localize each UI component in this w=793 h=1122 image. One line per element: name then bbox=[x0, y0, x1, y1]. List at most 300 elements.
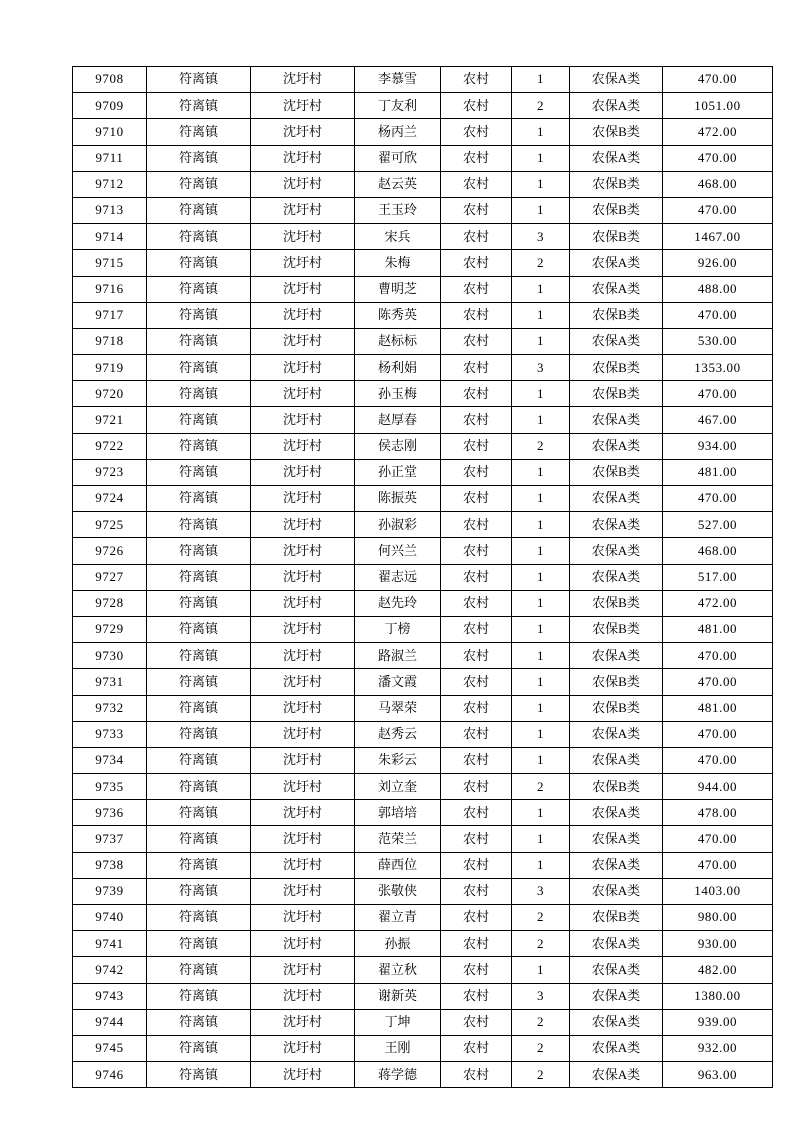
cell-category: 农保A类 bbox=[570, 721, 663, 747]
cell-category: 农保B类 bbox=[570, 459, 663, 485]
cell-category: 农保B类 bbox=[570, 590, 663, 616]
table-row bbox=[73, 512, 773, 538]
cell-amount: 470.00 bbox=[663, 747, 773, 773]
cell-id: 9721 bbox=[73, 407, 147, 433]
cell-town: 符离镇 bbox=[147, 905, 251, 931]
cell-name: 陈振英 bbox=[355, 486, 441, 512]
cell-town: 符离镇 bbox=[147, 800, 251, 826]
cell-amount: 488.00 bbox=[663, 276, 773, 302]
cell-amount: 470.00 bbox=[663, 302, 773, 328]
cell-id: 9719 bbox=[73, 355, 147, 381]
cell-village: 沈圩村 bbox=[251, 616, 355, 642]
table-row bbox=[73, 643, 773, 669]
cell-village: 沈圩村 bbox=[251, 459, 355, 485]
cell-village: 沈圩村 bbox=[251, 643, 355, 669]
cell-town: 符离镇 bbox=[147, 171, 251, 197]
cell-type: 农村 bbox=[441, 721, 512, 747]
cell-name: 翟立青 bbox=[355, 905, 441, 931]
table-row bbox=[73, 93, 773, 119]
cell-type: 农村 bbox=[441, 616, 512, 642]
cell-type: 农村 bbox=[441, 512, 512, 538]
cell-name: 李慕雪 bbox=[355, 67, 441, 93]
cell-village: 沈圩村 bbox=[251, 302, 355, 328]
cell-count: 3 bbox=[512, 983, 570, 1009]
cell-count: 1 bbox=[512, 67, 570, 93]
cell-amount: 932.00 bbox=[663, 1035, 773, 1061]
cell-type: 农村 bbox=[441, 878, 512, 904]
cell-village: 沈圩村 bbox=[251, 145, 355, 171]
cell-category: 农保A类 bbox=[570, 852, 663, 878]
cell-town: 符离镇 bbox=[147, 931, 251, 957]
cell-id: 9712 bbox=[73, 171, 147, 197]
table-row bbox=[73, 826, 773, 852]
cell-town: 符离镇 bbox=[147, 983, 251, 1009]
table-row bbox=[73, 67, 773, 93]
table-row bbox=[73, 302, 773, 328]
cell-amount: 470.00 bbox=[663, 643, 773, 669]
cell-town: 符离镇 bbox=[147, 459, 251, 485]
cell-count: 1 bbox=[512, 512, 570, 538]
cell-type: 农村 bbox=[441, 669, 512, 695]
table-row bbox=[73, 1035, 773, 1061]
cell-name: 丁友利 bbox=[355, 93, 441, 119]
cell-count: 1 bbox=[512, 695, 570, 721]
cell-count: 1 bbox=[512, 381, 570, 407]
cell-town: 符离镇 bbox=[147, 224, 251, 250]
cell-amount: 478.00 bbox=[663, 800, 773, 826]
cell-category: 农保A类 bbox=[570, 538, 663, 564]
cell-type: 农村 bbox=[441, 931, 512, 957]
cell-category: 农保A类 bbox=[570, 433, 663, 459]
cell-village: 沈圩村 bbox=[251, 328, 355, 354]
cell-town: 符离镇 bbox=[147, 590, 251, 616]
table-row bbox=[73, 878, 773, 904]
cell-id: 9741 bbox=[73, 931, 147, 957]
cell-count: 1 bbox=[512, 119, 570, 145]
cell-type: 农村 bbox=[441, 355, 512, 381]
table-row bbox=[73, 328, 773, 354]
table-row bbox=[73, 669, 773, 695]
cell-type: 农村 bbox=[441, 1035, 512, 1061]
roster-table bbox=[72, 66, 773, 1088]
table-row bbox=[73, 538, 773, 564]
cell-town: 符离镇 bbox=[147, 328, 251, 354]
table-row bbox=[73, 931, 773, 957]
cell-village: 沈圩村 bbox=[251, 197, 355, 223]
cell-village: 沈圩村 bbox=[251, 276, 355, 302]
cell-id: 9739 bbox=[73, 878, 147, 904]
cell-id: 9746 bbox=[73, 1062, 147, 1088]
cell-id: 9725 bbox=[73, 512, 147, 538]
cell-town: 符离镇 bbox=[147, 538, 251, 564]
cell-amount: 472.00 bbox=[663, 590, 773, 616]
cell-town: 符离镇 bbox=[147, 721, 251, 747]
cell-type: 农村 bbox=[441, 695, 512, 721]
cell-village: 沈圩村 bbox=[251, 695, 355, 721]
cell-category: 农保A类 bbox=[570, 250, 663, 276]
cell-amount: 1353.00 bbox=[663, 355, 773, 381]
cell-id: 9736 bbox=[73, 800, 147, 826]
cell-village: 沈圩村 bbox=[251, 67, 355, 93]
cell-id: 9743 bbox=[73, 983, 147, 1009]
cell-id: 9716 bbox=[73, 276, 147, 302]
cell-category: 农保A类 bbox=[570, 643, 663, 669]
cell-count: 2 bbox=[512, 1009, 570, 1035]
cell-amount: 470.00 bbox=[663, 381, 773, 407]
cell-amount: 470.00 bbox=[663, 145, 773, 171]
cell-name: 蒋学德 bbox=[355, 1062, 441, 1088]
cell-id: 9738 bbox=[73, 852, 147, 878]
cell-count: 2 bbox=[512, 1035, 570, 1061]
cell-name: 孙正堂 bbox=[355, 459, 441, 485]
cell-id: 9718 bbox=[73, 328, 147, 354]
cell-town: 符离镇 bbox=[147, 486, 251, 512]
cell-id: 9740 bbox=[73, 905, 147, 931]
cell-town: 符离镇 bbox=[147, 957, 251, 983]
cell-count: 3 bbox=[512, 878, 570, 904]
cell-count: 1 bbox=[512, 302, 570, 328]
cell-category: 农保A类 bbox=[570, 93, 663, 119]
table-row bbox=[73, 800, 773, 826]
cell-town: 符离镇 bbox=[147, 197, 251, 223]
cell-id: 9714 bbox=[73, 224, 147, 250]
cell-id: 9710 bbox=[73, 119, 147, 145]
cell-category: 农保A类 bbox=[570, 747, 663, 773]
cell-id: 9728 bbox=[73, 590, 147, 616]
cell-amount: 1380.00 bbox=[663, 983, 773, 1009]
cell-village: 沈圩村 bbox=[251, 407, 355, 433]
table-row bbox=[73, 905, 773, 931]
cell-type: 农村 bbox=[441, 774, 512, 800]
cell-name: 郭培培 bbox=[355, 800, 441, 826]
cell-village: 沈圩村 bbox=[251, 983, 355, 1009]
cell-id: 9737 bbox=[73, 826, 147, 852]
cell-amount: 1403.00 bbox=[663, 878, 773, 904]
cell-amount: 944.00 bbox=[663, 774, 773, 800]
cell-amount: 470.00 bbox=[663, 826, 773, 852]
cell-village: 沈圩村 bbox=[251, 826, 355, 852]
cell-type: 农村 bbox=[441, 93, 512, 119]
cell-amount: 482.00 bbox=[663, 957, 773, 983]
cell-type: 农村 bbox=[441, 67, 512, 93]
cell-name: 朱彩云 bbox=[355, 747, 441, 773]
cell-type: 农村 bbox=[441, 643, 512, 669]
cell-name: 赵厚春 bbox=[355, 407, 441, 433]
cell-name: 翟立秋 bbox=[355, 957, 441, 983]
cell-name: 孙淑彩 bbox=[355, 512, 441, 538]
cell-type: 农村 bbox=[441, 250, 512, 276]
cell-category: 农保A类 bbox=[570, 1062, 663, 1088]
cell-amount: 980.00 bbox=[663, 905, 773, 931]
cell-name: 丁榜 bbox=[355, 616, 441, 642]
cell-village: 沈圩村 bbox=[251, 721, 355, 747]
cell-amount: 527.00 bbox=[663, 512, 773, 538]
table-row bbox=[73, 1062, 773, 1088]
cell-village: 沈圩村 bbox=[251, 433, 355, 459]
cell-town: 符离镇 bbox=[147, 381, 251, 407]
cell-name: 杨丙兰 bbox=[355, 119, 441, 145]
cell-id: 9717 bbox=[73, 302, 147, 328]
table-row bbox=[73, 171, 773, 197]
cell-count: 1 bbox=[512, 800, 570, 826]
cell-category: 农保A类 bbox=[570, 1009, 663, 1035]
cell-amount: 1051.00 bbox=[663, 93, 773, 119]
table-row bbox=[73, 983, 773, 1009]
cell-category: 农保B类 bbox=[570, 381, 663, 407]
table-row bbox=[73, 564, 773, 590]
cell-town: 符离镇 bbox=[147, 1035, 251, 1061]
cell-count: 1 bbox=[512, 564, 570, 590]
cell-type: 农村 bbox=[441, 538, 512, 564]
cell-village: 沈圩村 bbox=[251, 852, 355, 878]
table-row bbox=[73, 695, 773, 721]
cell-town: 符离镇 bbox=[147, 93, 251, 119]
cell-id: 9727 bbox=[73, 564, 147, 590]
cell-name: 潘文霞 bbox=[355, 669, 441, 695]
table-row bbox=[73, 957, 773, 983]
cell-amount: 481.00 bbox=[663, 695, 773, 721]
table-row bbox=[73, 381, 773, 407]
cell-category: 农保A类 bbox=[570, 1035, 663, 1061]
cell-count: 1 bbox=[512, 669, 570, 695]
cell-category: 农保A类 bbox=[570, 800, 663, 826]
cell-town: 符离镇 bbox=[147, 355, 251, 381]
table-row bbox=[73, 1009, 773, 1035]
table-row bbox=[73, 197, 773, 223]
cell-town: 符离镇 bbox=[147, 302, 251, 328]
cell-count: 1 bbox=[512, 276, 570, 302]
cell-amount: 1467.00 bbox=[663, 224, 773, 250]
cell-id: 9724 bbox=[73, 486, 147, 512]
cell-count: 2 bbox=[512, 931, 570, 957]
cell-town: 符离镇 bbox=[147, 276, 251, 302]
cell-amount: 470.00 bbox=[663, 197, 773, 223]
cell-count: 1 bbox=[512, 538, 570, 564]
cell-name: 孙玉梅 bbox=[355, 381, 441, 407]
cell-type: 农村 bbox=[441, 1009, 512, 1035]
cell-village: 沈圩村 bbox=[251, 747, 355, 773]
cell-amount: 517.00 bbox=[663, 564, 773, 590]
cell-count: 1 bbox=[512, 747, 570, 773]
table-row bbox=[73, 433, 773, 459]
cell-town: 符离镇 bbox=[147, 643, 251, 669]
cell-category: 农保B类 bbox=[570, 197, 663, 223]
cell-category: 农保B类 bbox=[570, 669, 663, 695]
cell-village: 沈圩村 bbox=[251, 171, 355, 197]
cell-category: 农保B类 bbox=[570, 774, 663, 800]
cell-category: 农保A类 bbox=[570, 512, 663, 538]
cell-count: 2 bbox=[512, 93, 570, 119]
cell-category: 农保A类 bbox=[570, 564, 663, 590]
cell-type: 农村 bbox=[441, 747, 512, 773]
cell-amount: 470.00 bbox=[663, 67, 773, 93]
cell-id: 9720 bbox=[73, 381, 147, 407]
cell-town: 符离镇 bbox=[147, 747, 251, 773]
cell-count: 1 bbox=[512, 643, 570, 669]
cell-town: 符离镇 bbox=[147, 433, 251, 459]
cell-town: 符离镇 bbox=[147, 564, 251, 590]
cell-id: 9735 bbox=[73, 774, 147, 800]
cell-count: 1 bbox=[512, 826, 570, 852]
cell-town: 符离镇 bbox=[147, 512, 251, 538]
cell-type: 农村 bbox=[441, 145, 512, 171]
table-row bbox=[73, 616, 773, 642]
cell-type: 农村 bbox=[441, 826, 512, 852]
table-row bbox=[73, 224, 773, 250]
cell-amount: 472.00 bbox=[663, 119, 773, 145]
cell-count: 2 bbox=[512, 433, 570, 459]
cell-name: 赵秀云 bbox=[355, 721, 441, 747]
cell-amount: 468.00 bbox=[663, 538, 773, 564]
cell-id: 9734 bbox=[73, 747, 147, 773]
cell-village: 沈圩村 bbox=[251, 486, 355, 512]
cell-village: 沈圩村 bbox=[251, 119, 355, 145]
cell-id: 9722 bbox=[73, 433, 147, 459]
table-row bbox=[73, 852, 773, 878]
roster-table-body bbox=[73, 67, 773, 1088]
cell-id: 9723 bbox=[73, 459, 147, 485]
cell-type: 农村 bbox=[441, 302, 512, 328]
cell-town: 符离镇 bbox=[147, 119, 251, 145]
cell-count: 2 bbox=[512, 905, 570, 931]
cell-village: 沈圩村 bbox=[251, 1035, 355, 1061]
cell-category: 农保B类 bbox=[570, 695, 663, 721]
cell-town: 符离镇 bbox=[147, 407, 251, 433]
cell-count: 1 bbox=[512, 852, 570, 878]
cell-id: 9729 bbox=[73, 616, 147, 642]
cell-village: 沈圩村 bbox=[251, 224, 355, 250]
cell-amount: 930.00 bbox=[663, 931, 773, 957]
table-row bbox=[73, 486, 773, 512]
cell-type: 农村 bbox=[441, 381, 512, 407]
cell-town: 符离镇 bbox=[147, 826, 251, 852]
cell-name: 翟可欣 bbox=[355, 145, 441, 171]
cell-type: 农村 bbox=[441, 407, 512, 433]
cell-category: 农保B类 bbox=[570, 171, 663, 197]
cell-id: 9731 bbox=[73, 669, 147, 695]
cell-name: 赵标标 bbox=[355, 328, 441, 354]
cell-category: 农保A类 bbox=[570, 67, 663, 93]
cell-village: 沈圩村 bbox=[251, 774, 355, 800]
cell-count: 1 bbox=[512, 328, 570, 354]
cell-town: 符离镇 bbox=[147, 669, 251, 695]
table-row bbox=[73, 459, 773, 485]
cell-count: 3 bbox=[512, 355, 570, 381]
cell-name: 赵先玲 bbox=[355, 590, 441, 616]
cell-amount: 468.00 bbox=[663, 171, 773, 197]
cell-name: 宋兵 bbox=[355, 224, 441, 250]
cell-type: 农村 bbox=[441, 328, 512, 354]
cell-id: 9709 bbox=[73, 93, 147, 119]
cell-id: 9711 bbox=[73, 145, 147, 171]
cell-type: 农村 bbox=[441, 459, 512, 485]
cell-category: 农保B类 bbox=[570, 355, 663, 381]
cell-village: 沈圩村 bbox=[251, 590, 355, 616]
cell-amount: 530.00 bbox=[663, 328, 773, 354]
cell-amount: 467.00 bbox=[663, 407, 773, 433]
cell-village: 沈圩村 bbox=[251, 538, 355, 564]
cell-name: 张敬侠 bbox=[355, 878, 441, 904]
cell-count: 1 bbox=[512, 459, 570, 485]
cell-count: 1 bbox=[512, 407, 570, 433]
cell-id: 9708 bbox=[73, 67, 147, 93]
table-row bbox=[73, 355, 773, 381]
cell-village: 沈圩村 bbox=[251, 381, 355, 407]
cell-id: 9733 bbox=[73, 721, 147, 747]
cell-id: 9726 bbox=[73, 538, 147, 564]
cell-name: 刘立奎 bbox=[355, 774, 441, 800]
cell-name: 马翠荣 bbox=[355, 695, 441, 721]
cell-count: 1 bbox=[512, 590, 570, 616]
cell-village: 沈圩村 bbox=[251, 1009, 355, 1035]
cell-type: 农村 bbox=[441, 119, 512, 145]
cell-name: 范荣兰 bbox=[355, 826, 441, 852]
cell-village: 沈圩村 bbox=[251, 905, 355, 931]
cell-town: 符离镇 bbox=[147, 852, 251, 878]
cell-name: 丁坤 bbox=[355, 1009, 441, 1035]
cell-id: 9715 bbox=[73, 250, 147, 276]
cell-id: 9732 bbox=[73, 695, 147, 721]
cell-village: 沈圩村 bbox=[251, 957, 355, 983]
table-row bbox=[73, 407, 773, 433]
cell-category: 农保A类 bbox=[570, 826, 663, 852]
cell-village: 沈圩村 bbox=[251, 93, 355, 119]
cell-town: 符离镇 bbox=[147, 695, 251, 721]
cell-count: 1 bbox=[512, 171, 570, 197]
cell-name: 翟志远 bbox=[355, 564, 441, 590]
cell-type: 农村 bbox=[441, 564, 512, 590]
cell-category: 农保B类 bbox=[570, 119, 663, 145]
cell-town: 符离镇 bbox=[147, 67, 251, 93]
cell-name: 赵云英 bbox=[355, 171, 441, 197]
cell-amount: 934.00 bbox=[663, 433, 773, 459]
cell-village: 沈圩村 bbox=[251, 1062, 355, 1088]
cell-type: 农村 bbox=[441, 197, 512, 223]
cell-village: 沈圩村 bbox=[251, 800, 355, 826]
cell-village: 沈圩村 bbox=[251, 564, 355, 590]
cell-type: 农村 bbox=[441, 983, 512, 1009]
cell-category: 农保B类 bbox=[570, 905, 663, 931]
cell-category: 农保A类 bbox=[570, 145, 663, 171]
cell-name: 侯志刚 bbox=[355, 433, 441, 459]
cell-id: 9713 bbox=[73, 197, 147, 223]
cell-count: 1 bbox=[512, 616, 570, 642]
cell-type: 农村 bbox=[441, 276, 512, 302]
cell-id: 9744 bbox=[73, 1009, 147, 1035]
table-row bbox=[73, 145, 773, 171]
cell-name: 王玉玲 bbox=[355, 197, 441, 223]
cell-count: 1 bbox=[512, 197, 570, 223]
cell-count: 2 bbox=[512, 250, 570, 276]
cell-amount: 481.00 bbox=[663, 616, 773, 642]
cell-category: 农保A类 bbox=[570, 931, 663, 957]
cell-id: 9745 bbox=[73, 1035, 147, 1061]
cell-amount: 470.00 bbox=[663, 486, 773, 512]
cell-name: 陈秀英 bbox=[355, 302, 441, 328]
cell-id: 9742 bbox=[73, 957, 147, 983]
cell-amount: 470.00 bbox=[663, 852, 773, 878]
cell-town: 符离镇 bbox=[147, 1062, 251, 1088]
cell-category: 农保A类 bbox=[570, 983, 663, 1009]
cell-count: 1 bbox=[512, 486, 570, 512]
cell-type: 农村 bbox=[441, 224, 512, 250]
cell-category: 农保B类 bbox=[570, 616, 663, 642]
cell-name: 薛西位 bbox=[355, 852, 441, 878]
table-row bbox=[73, 747, 773, 773]
cell-category: 农保A类 bbox=[570, 957, 663, 983]
cell-category: 农保A类 bbox=[570, 486, 663, 512]
cell-category: 农保A类 bbox=[570, 328, 663, 354]
